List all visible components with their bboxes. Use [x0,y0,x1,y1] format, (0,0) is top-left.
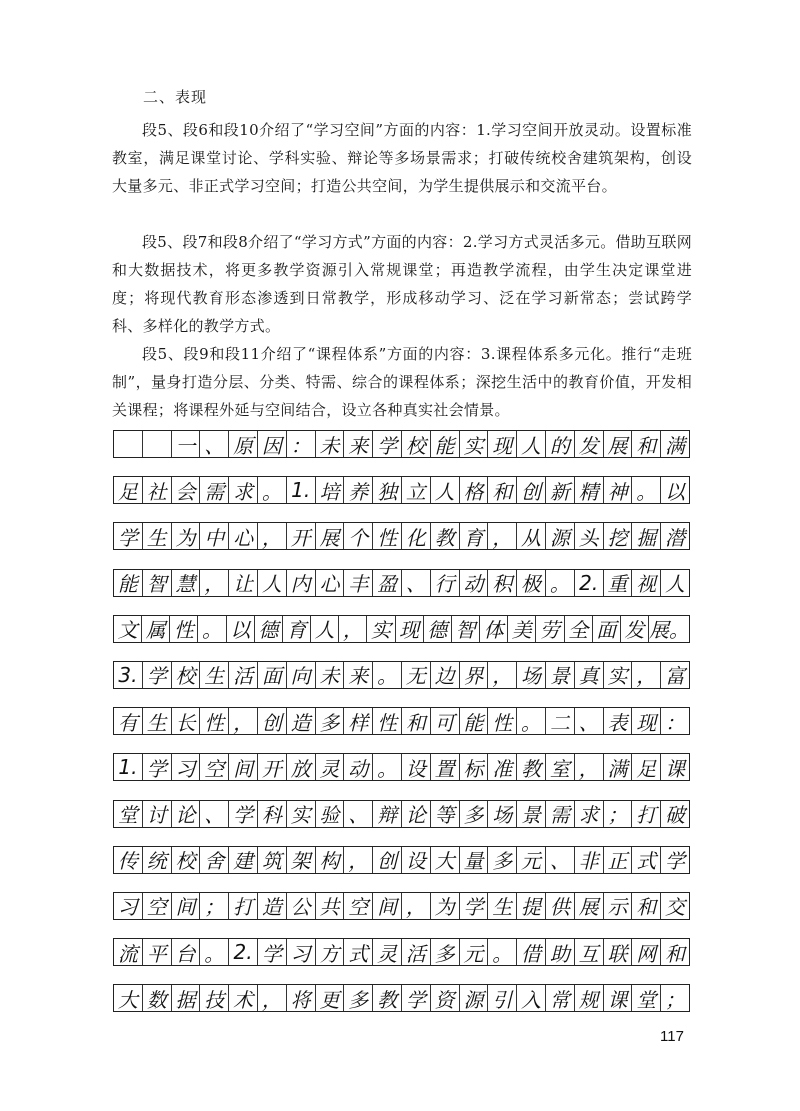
grid-cell: 多 [431,939,460,965]
grid-cell: 发 [575,431,604,457]
grid-cell: 生 [488,893,517,919]
grid-cell: 构 [316,847,345,873]
grid-cell: 以 [665,479,686,504]
grid-cell: 面 [258,662,287,688]
grid-cell: 多 [344,985,373,1011]
grid-cell: 。 [488,939,517,965]
grid-cell: 校 [172,847,201,873]
grid-cell: 大 [114,985,143,1011]
grid-cell: 2. [229,939,258,965]
grid-cell: 式 [344,939,373,965]
grid-cell: 资 [431,985,460,1011]
grid-cell: 。 [546,570,575,596]
grid-cell: 课 [665,756,686,781]
grid-cell: 将 [287,985,316,1011]
paragraph-learning-space: 段5、段6和段10介绍了“学习空间”方面的内容：1.学习空间开放灵动。设置标准教室，满足课堂讨论、学科实验、辩论等多场景需求；打破传统校舍建筑架构，创设大量多元、非正式学习空间；打造公共空间，为学生提供展示和交流平台。 [112,121,692,195]
grid-cell: 打 [632,801,661,827]
grid-cell: 、 [344,801,373,827]
grid-cell: 学 [114,523,143,549]
grid-cell: 会 [172,477,201,503]
grid-cell: ， [258,985,287,1011]
grid-cell: 展 [604,431,633,457]
grid-cell: 德 [424,616,452,642]
grid-cell: 平 [143,939,172,965]
grid-cell: 准 [488,754,517,780]
grid-cell: 多 [316,708,345,734]
grid-cell: 、 [546,847,575,873]
grid-cell: 和 [632,893,661,919]
grid-cell: 入 [517,985,546,1011]
grid-cell: 未 [316,431,345,457]
grid-cell: 1. [114,754,143,780]
grid-cell: 验 [316,801,345,827]
grid-cell: ： [665,710,686,735]
grid-cell: 足 [632,754,661,780]
grid-cell: 助 [546,939,575,965]
grid-row [113,892,690,920]
grid-cell: 设 [402,754,431,780]
grid-cell: ； [604,801,633,827]
grid-cell: 未 [316,662,345,688]
grid-cell: 联 [604,939,633,965]
grid-cell: 独 [373,477,402,503]
grid-row [113,846,690,874]
grid-row [113,430,690,458]
page-number: 117 [660,1028,684,1045]
grid-cell: 现 [488,431,517,457]
grid-cell: 标 [460,754,489,780]
grid-cell: 文 [114,616,142,642]
grid-cell: 长 [172,708,201,734]
grid-cell: 学 [373,431,402,457]
paragraph-curriculum: 段5、段9和段11介绍了“课程体系”方面的内容：3.课程体系多元化。推行“走班制”，量身打造分层、分类、特需、综合的课程体系；深挖生活中的教育价值，开发相关课程；将课程外延与空间结合，设立各种真实社会情景。 [112,345,692,419]
grid-cell: 。 [517,708,546,734]
grid-cell: 创 [373,847,402,873]
grid-cell: 间 [172,893,201,919]
grid-cell: 实 [460,431,489,457]
grid-row [113,569,690,597]
grid-cell: 动 [344,754,373,780]
grid-cell: 二 [546,708,575,734]
grid-cell: 交 [665,895,686,920]
grid-cell: ； [200,893,229,919]
grid-cell: 3. [114,662,143,688]
grid-cell: 体 [480,616,508,642]
grid-cell: ， [258,523,287,549]
grid-cell: 可 [431,708,460,734]
grid-cell: 实 [604,662,633,688]
grid-cell: 源 [546,523,575,549]
grid-cell: 掘 [632,523,661,549]
grid-cell: 表 [604,708,633,734]
grid-cell: 能 [114,570,143,596]
grid-cell: 以 [227,616,255,642]
grid-cell: 人 [258,570,287,596]
grid-cell: ， [229,708,258,734]
grid-cell: 挖 [604,523,633,549]
grid-cell: 向 [287,662,316,688]
grid-cell: 统 [143,847,172,873]
grid-cell: 、 [575,708,604,734]
grid-cell: 富 [665,664,686,689]
grid-cell: 讨 [143,801,172,827]
grid-cell: 因 [258,431,287,457]
grid-cell: 技 [200,985,229,1011]
grid-cell: 展 [575,893,604,919]
grid-cell: 网 [632,939,661,965]
grid-cell: 空 [143,893,172,919]
grid-cell: 科 [258,801,287,827]
grid-cell: 空 [200,754,229,780]
grid-cell: 放 [287,754,316,780]
grid-cell: 创 [258,708,287,734]
grid-row [113,615,690,643]
grid-cell: 打 [229,893,258,919]
grid-row [113,707,690,735]
grid-cell: 课 [604,985,633,1011]
grid-cell: 堂 [632,985,661,1011]
grid-cell: 满 [665,433,686,458]
grid-cell: 活 [229,662,258,688]
grid-cell: 供 [546,893,575,919]
grid-cell: 性 [488,708,517,734]
grid-cell: 习 [172,754,201,780]
grid-cell: 全 [565,616,593,642]
grid-cell: 式 [632,847,661,873]
grid-cell: 实 [367,616,395,642]
grid-cell: 和 [665,941,686,966]
grid-cell: 发 [621,616,649,642]
grid-cell: 、 [200,801,229,827]
grid-cell: 校 [402,431,431,457]
grid-cell: 培 [316,477,345,503]
grid-cell [143,431,172,457]
grid-cell: 1. [287,477,316,503]
grid-cell: 间 [229,754,258,780]
grid-cell: ， [488,523,517,549]
grid-cell: 共 [316,893,345,919]
grid-cell: 传 [114,847,143,873]
grid-cell: 造 [287,708,316,734]
grid-row [113,984,690,1012]
grid-cell: 论 [402,801,431,827]
grid-cell: 互 [575,939,604,965]
grid-cell: 生 [200,662,229,688]
grid-cell: 。 [258,477,287,503]
grid-cell: 为 [172,523,201,549]
grid-cell: 性 [170,616,198,642]
grid-cell: 从 [517,523,546,549]
grid-cell: 教 [431,523,460,549]
grid-row [113,938,690,966]
grid-cell: 教 [373,985,402,1011]
grid-cell: 需 [200,477,229,503]
grid-cell: 德 [255,616,283,642]
grid-cell: 创 [517,477,546,503]
grid-cell: 智 [143,570,172,596]
grid-cell: 求 [229,477,258,503]
grid-cell: 学 [229,801,258,827]
grid-cell: 台 [172,939,201,965]
grid-cell: 。 [373,662,402,688]
grid-cell: ， [344,847,373,873]
grid-cell: 人 [311,616,339,642]
grid-row [113,661,690,689]
grid-cell: 美 [508,616,536,642]
grid-cell: 设 [402,847,431,873]
grid-cell: 舍 [200,847,229,873]
grid-cell: 行 [431,570,460,596]
grid-row [113,753,690,781]
grid-cell: 筑 [258,847,287,873]
grid-cell: 求 [575,801,604,827]
grid-cell: ； [665,987,686,1012]
grid-cell: 正 [604,847,633,873]
grid-cell: 公 [287,893,316,919]
grid-cell: 的 [546,431,575,457]
grid-cell: 室 [546,754,575,780]
grid-cell: 立 [402,477,431,503]
grid-cell: 和 [632,431,661,457]
grid-cell: 新 [546,477,575,503]
grid-cell: 学 [665,849,686,874]
grid-cell: 破 [665,803,686,827]
grid-cell [114,431,143,457]
grid-cell: 心 [316,570,345,596]
grid-cell: 展。 [648,618,689,643]
grid-cell: ， [200,570,229,596]
grid-cell: ， [488,662,517,688]
grid-cell: 劳 [536,616,564,642]
grid-cell: 有 [114,708,143,734]
section-heading: 二、表现 [143,88,208,106]
grid-cell: 性 [200,708,229,734]
grid-cell: ： [287,431,316,457]
grid-cell: 属 [142,616,170,642]
grid-cell: 来 [344,662,373,688]
grid-cell: 。 [200,939,229,965]
grid-cell: 引 [488,985,517,1011]
grid-cell: 活 [402,939,431,965]
grid-cell: 满 [604,754,633,780]
grid-cell: 能 [431,431,460,457]
grid-cell: 更 [316,985,345,1011]
grid-cell: 习 [114,893,143,919]
grid-cell: 量 [460,847,489,873]
grid-cell: 来 [344,431,373,457]
grid-cell: 人 [431,477,460,503]
grid-cell: 能 [460,708,489,734]
grid-cell: 重 [604,570,633,596]
grid-cell: 多 [488,847,517,873]
grid-cell: 习 [287,939,316,965]
grid-cell: 置 [431,754,460,780]
grid-cell: 性 [373,523,402,549]
grid-cell: 开 [287,523,316,549]
grid-cell: 化 [402,523,431,549]
grid-cell: 。 [198,616,226,642]
grid-cell: ， [575,754,604,780]
grid-cell: 、 [402,570,431,596]
grid-cell: ， [632,662,661,688]
grid-cell: 。 [632,477,661,503]
grid-cell: 积 [488,570,517,596]
grid-cell: 性 [373,708,402,734]
grid-cell: 心 [229,523,258,549]
grid-cell: 育 [460,523,489,549]
grid-cell: 生 [143,523,172,549]
grid-cell: 等 [431,801,460,827]
grid-cell: 一 [172,431,201,457]
grid-cell: 学 [143,662,172,688]
grid-cell: 教 [517,754,546,780]
grid-cell: 让 [229,570,258,596]
grid-cell: 人 [665,572,686,597]
grid-cell: 视 [632,570,661,596]
grid-cell: 学 [143,754,172,780]
grid-cell: 智 [452,616,480,642]
grid-cell: 格 [460,477,489,503]
grid-cell: 生 [143,708,172,734]
grid-cell: 丰 [344,570,373,596]
grid-cell: 慧 [172,570,201,596]
grid-cell: 架 [287,847,316,873]
grid-cell: 造 [258,893,287,919]
grid-cell: 校 [172,662,201,688]
grid-cell: 原 [229,431,258,457]
grid-cell: 精 [575,477,604,503]
grid-cell: 为 [431,893,460,919]
grid-cell: 展 [316,523,345,549]
grid-cell: 学 [258,939,287,965]
grid-cell: 提 [517,893,546,919]
grid-cell: 人 [517,431,546,457]
grid-cell: 现 [632,708,661,734]
grid-cell: 场 [488,801,517,827]
grid-cell: ， [402,893,431,919]
grid-cell: 神 [604,477,633,503]
grid-cell: 空 [344,893,373,919]
grid-cell: 和 [488,477,517,503]
grid-row [113,522,690,550]
grid-cell: 盈 [373,570,402,596]
grid-cell: 头 [575,523,604,549]
grid-cell: 建 [229,847,258,873]
grid-cell: 社 [143,477,172,503]
grid-cell: 。 [373,754,402,780]
grid-cell: 学 [460,893,489,919]
grid-cell: 术 [229,985,258,1011]
grid-cell: 灵 [373,939,402,965]
grid-cell: 流 [114,939,143,965]
grid-cell: 多 [460,801,489,827]
grid-cell: 场 [517,662,546,688]
grid-cell: 常 [546,985,575,1011]
grid-cell: 动 [460,570,489,596]
grid-cell: 无 [402,662,431,688]
grid-cell: 和 [402,708,431,734]
grid-cell: 据 [172,985,201,1011]
grid-cell: 真 [575,662,604,688]
grid-cell: 学 [402,985,431,1011]
handwriting-grid [113,430,690,1030]
grid-cell: 潜 [665,525,686,550]
grid-cell: 借 [517,939,546,965]
grid-cell: 间 [373,893,402,919]
grid-cell: 辩 [373,801,402,827]
grid-cell: 数 [143,985,172,1011]
grid-cell: 元 [517,847,546,873]
grid-cell: 2. [575,570,604,596]
grid-cell: 个 [344,523,373,549]
grid-cell: 养 [344,477,373,503]
grid-cell: 源 [460,985,489,1011]
grid-cell: 足 [114,477,143,503]
grid-cell: 现 [396,616,424,642]
grid-cell: 育 [283,616,311,642]
grid-cell: 界 [460,662,489,688]
grid-cell: ， [339,616,367,642]
grid-cell: 、 [200,431,229,457]
grid-cell: 灵 [316,754,345,780]
grid-cell: 需 [546,801,575,827]
grid-cell: 非 [575,847,604,873]
grid-cell: 中 [200,523,229,549]
grid-cell: 景 [546,662,575,688]
grid-row [113,800,690,828]
grid-cell: 内 [287,570,316,596]
grid-cell: 方 [316,939,345,965]
grid-cell: 堂 [114,801,143,827]
grid-row [113,476,690,504]
grid-cell: 论 [172,801,201,827]
grid-cell: 极 [517,570,546,596]
grid-cell: 规 [575,985,604,1011]
grid-cell: 元 [460,939,489,965]
grid-cell: 大 [431,847,460,873]
paragraph-learning-method: 段5、段7和段8介绍了“学习方式”方面的内容：2.学习方式灵活多元。借助互联网和大数据技术，将更多教学资源引入常规课堂；再造教学流程，由学生决定课堂进度；将现代教育形态渗透到日常教学，形成移动学习、泛在学习新常态；尝试跨学科、多样化的教学方式。 [112,233,692,335]
grid-cell: 开 [258,754,287,780]
grid-cell: 示 [604,893,633,919]
grid-cell: 边 [431,662,460,688]
grid-cell: 实 [287,801,316,827]
grid-cell: 景 [517,801,546,827]
grid-cell: 样 [344,708,373,734]
grid-cell: 面 [593,616,621,642]
